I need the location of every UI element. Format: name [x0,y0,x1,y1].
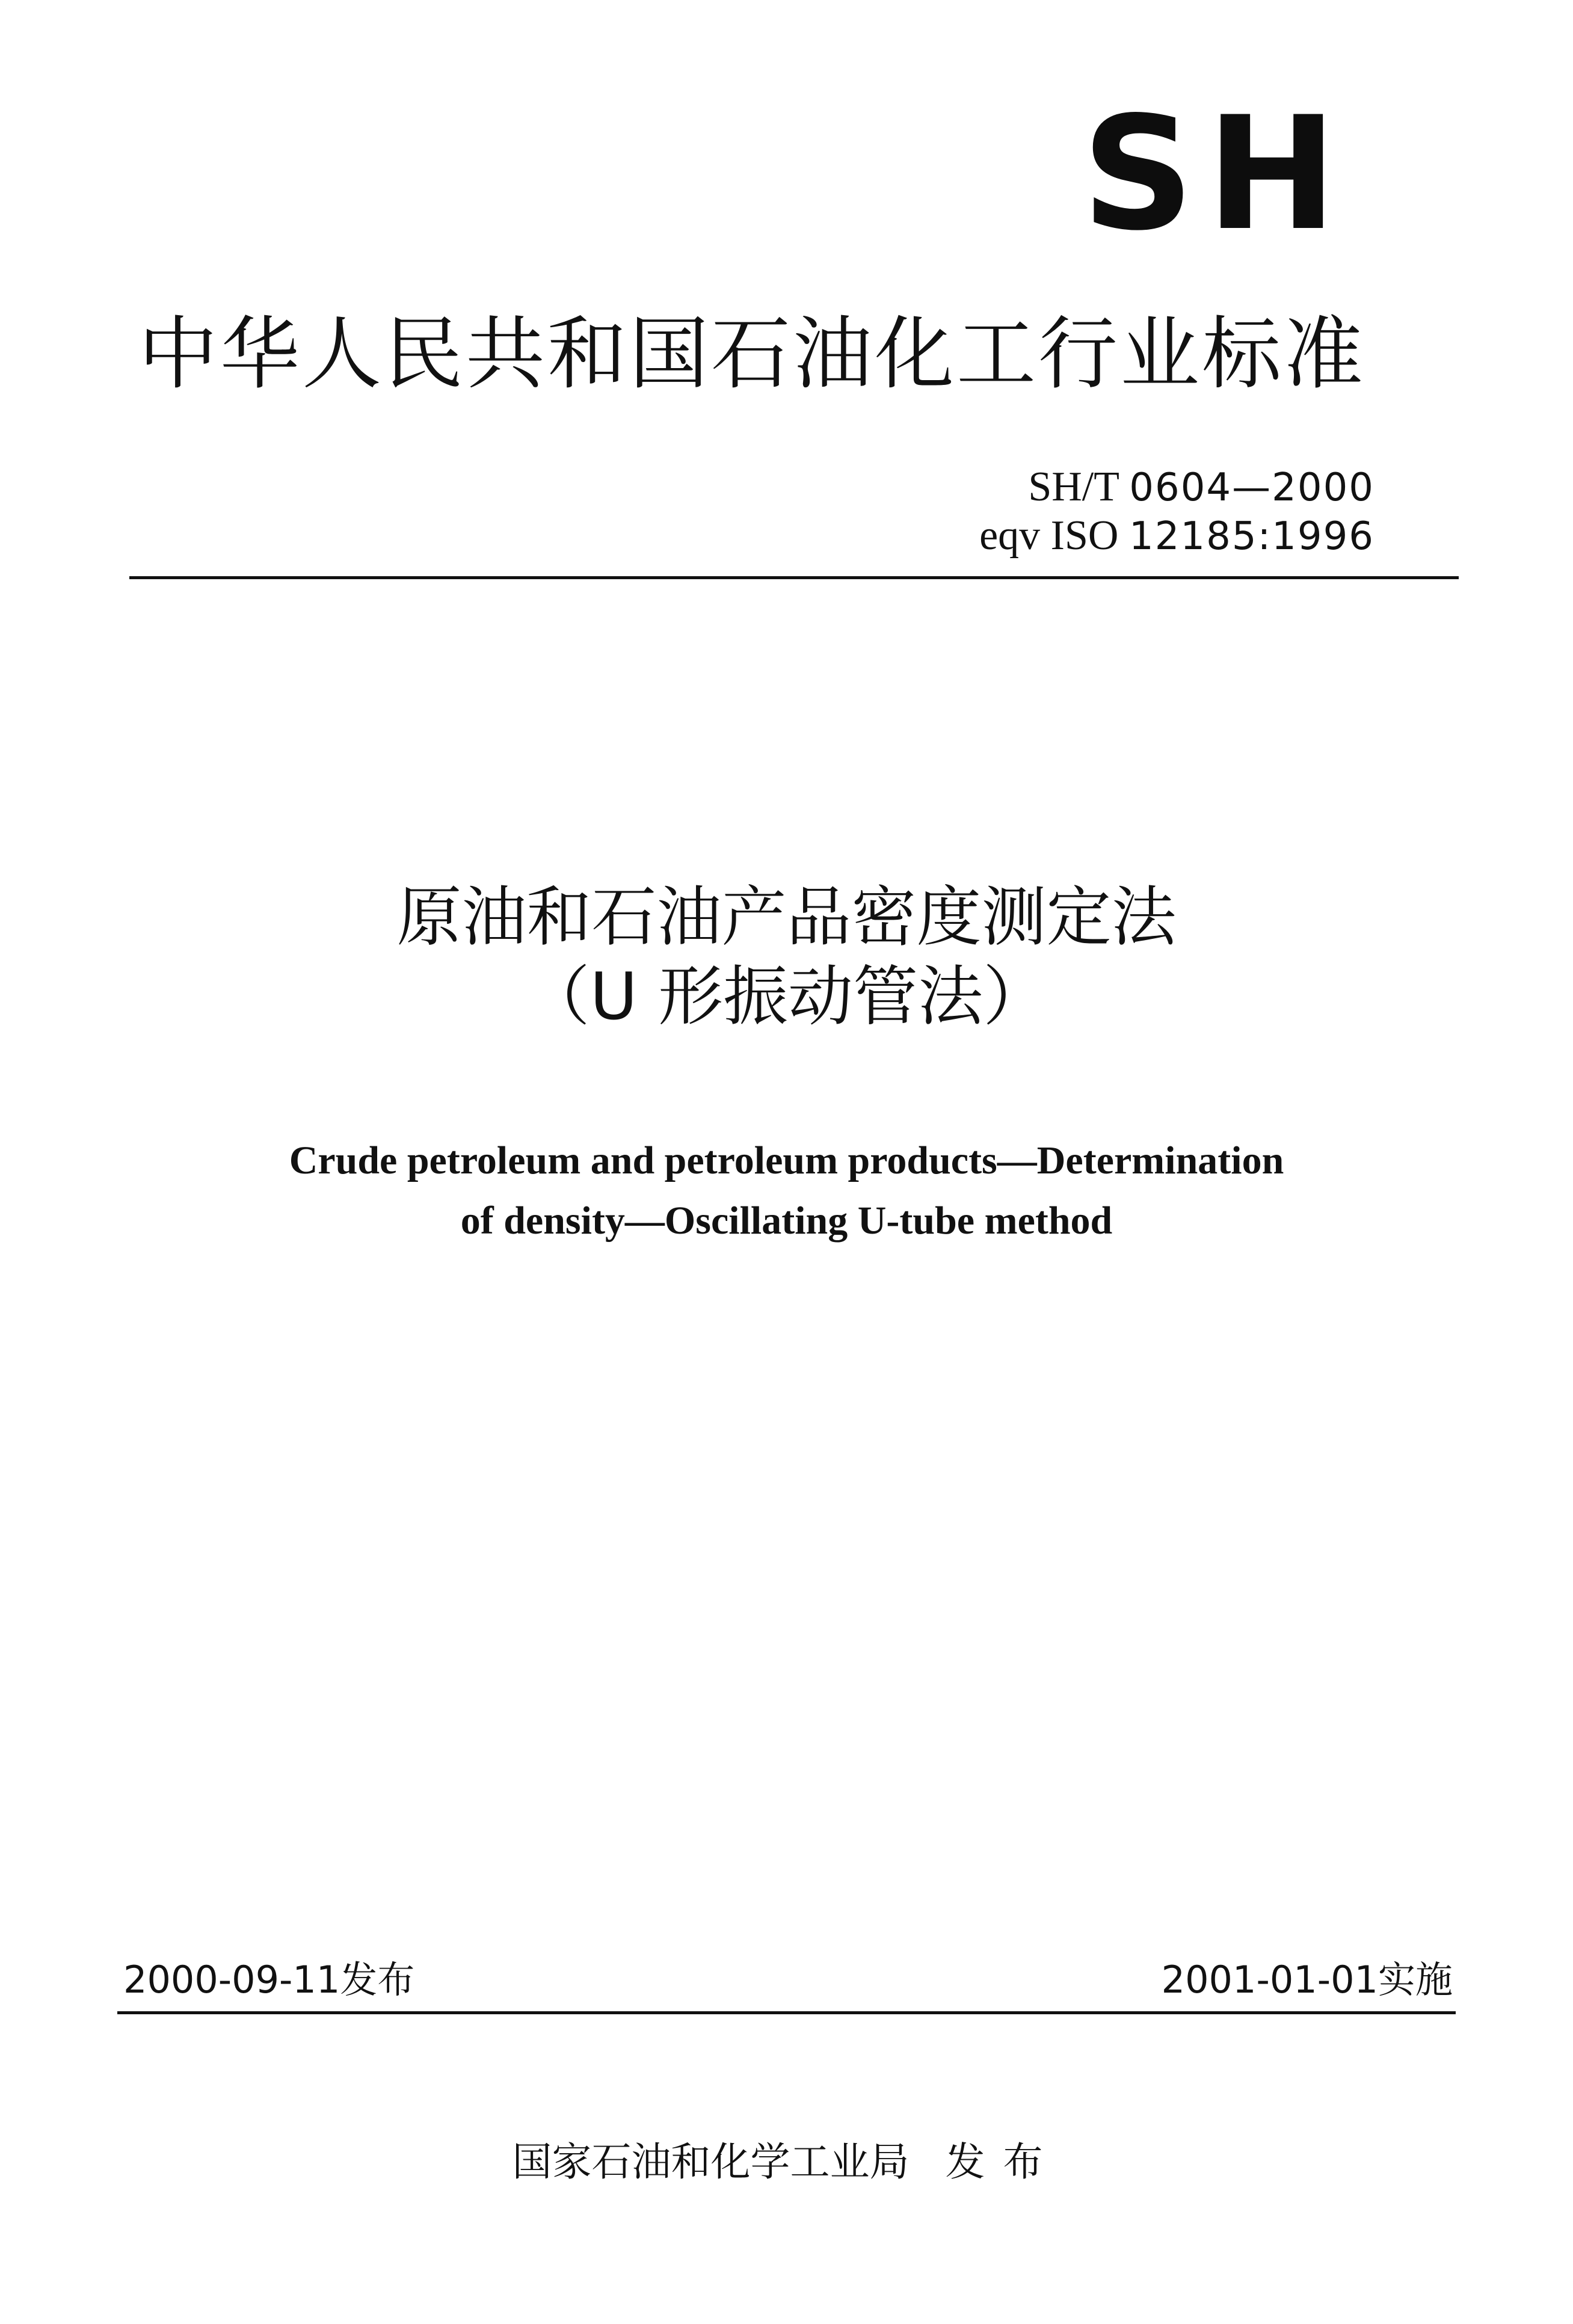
organization-title: 中华人民共和国石油化工行业标准 [138,308,1365,401]
footer-divider [117,2011,1456,2014]
chinese-title [0,878,1573,1037]
header-divider [129,576,1459,579]
publisher [0,2138,1573,2186]
equivalence-value: 12185:1996 [1128,514,1374,559]
standard-number-prefix: SH/T [1028,464,1119,510]
equivalence-prefix: eqv ISO [979,512,1119,559]
sh-logo: SH [1082,84,1349,265]
standard-code-block [979,463,1374,561]
standard-number-value: 0604—2000 [1129,466,1374,510]
publisher-verb: 发布 [945,2139,1061,2185]
english-title-line-2: of density—Oscillating U-tube method [460,1199,1113,1243]
implementation-date [1162,1958,1453,2002]
equivalence-number [979,512,1374,561]
chinese-title-line-2: （U 形振动管法） [525,959,1048,1034]
english-title-line-1: Crude petroleum and petroleum products—Determination [289,1139,1284,1182]
implementation-date-value: 2001-01-01 [1161,1958,1378,2002]
issue-date-value: 2000-09-11 [123,1958,340,2002]
standard-number [979,463,1374,512]
english-title [0,1131,1573,1251]
publisher-name: 国家石油和化学工业局 [512,2139,910,2185]
issue-label: 发布 [340,1958,415,2002]
chinese-title-line-1: 原油和石油产品密度测定法 [396,880,1177,955]
issue-date [123,1958,414,2002]
implementation-label: 实施 [1378,1958,1453,2002]
